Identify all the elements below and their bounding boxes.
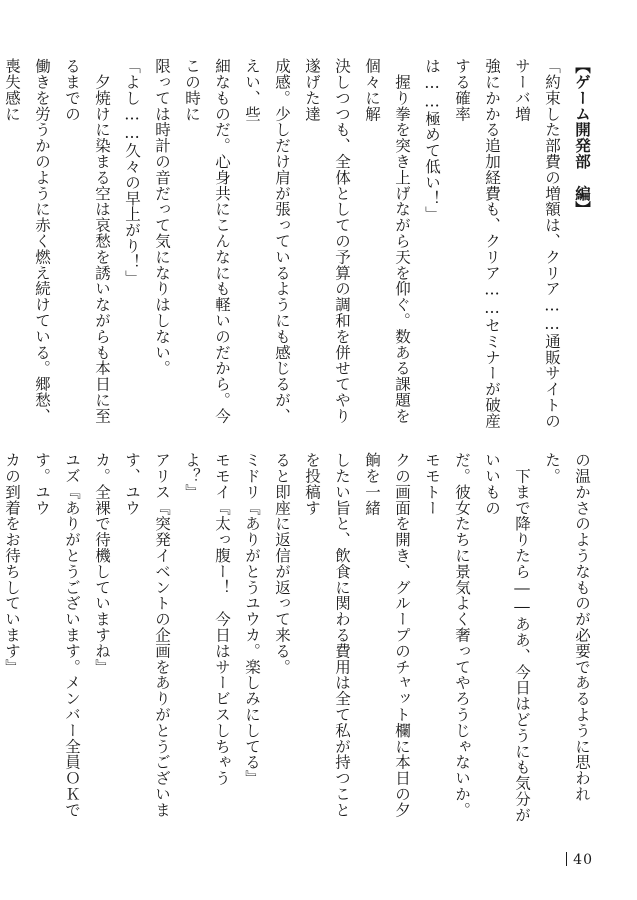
text-line: 強にかかる追加経費も、クリア……セミナーが破産する確率 [453, 58, 501, 429]
text-line: 細なものだ。心身共にこんなにも軽いのだから。今この時に [183, 58, 231, 424]
text-line: ユズ『ありがとうございます。メンバー全員ＯＫです。ユウ [33, 452, 81, 818]
text-line: の温かさのようなものが必要であるように思われた。 [543, 452, 591, 802]
page-number [566, 852, 593, 868]
text-line: 「約束した部費の増額は、クリア……通販サイトのサーバ増 [513, 58, 561, 429]
text-line: は……極めて低い！」 [423, 58, 441, 222]
lower-text-block [3, 452, 597, 824]
text-line: ると即座に返信が返って来る。 [273, 452, 291, 675]
text-line: モモイ『太っ腹ー！ 今日はサービスしちゃうよ？』 [183, 452, 231, 786]
text-line: 決しつつも、全体としての予算の調和を併せてやり遂げた達 [303, 58, 351, 424]
text-line: 限っては時計の音だって気になりはしない。 [153, 58, 171, 376]
section-heading: 【ゲーム開発部 編】 [573, 58, 592, 217]
text-line: クの画面を開き、グループのチャット欄に本日の夕餉を一緒 [363, 452, 411, 818]
upper-text-block [3, 58, 597, 430]
text-line: 成感。少しだけ肩が張っているようにも感じるが、えい、些 [243, 58, 291, 424]
text-line: カ。全裸で待機していますね』 [93, 452, 111, 675]
text-line: アリス『突発イベントの企画をありがとうございます、ユウ [123, 452, 171, 818]
text-line: だ。彼女たちに景気よく奢ってやろうじゃないか。モモトー [423, 452, 471, 818]
text-line: したい旨と、飲食に関わる費用は全て私が持つことを投稿す [303, 452, 351, 818]
text-line: 夕焼けに染まる空は哀愁を誘いながらも本日に至るまでの [63, 58, 111, 424]
text-line: 働きを労うかのように赤く燃え続けている。郷愁、喪失感に [3, 58, 51, 424]
text-line: 下まで降りたら――ああ、今日はどうにも気分がいいもの [483, 452, 531, 823]
page-number-rule [566, 852, 567, 866]
text-line: 握り拳を突き上げながら天を仰ぐ。数ある課題を個々に解 [363, 58, 411, 424]
text-line: ミドリ『ありがとうユウカ。楽しみにしてる』 [243, 452, 261, 786]
page-number-value: 40 [573, 852, 593, 868]
text-line: カの到着をお待ちしています』 [3, 452, 21, 675]
text-line: 「よし……久々の早上がり！」 [123, 58, 141, 286]
